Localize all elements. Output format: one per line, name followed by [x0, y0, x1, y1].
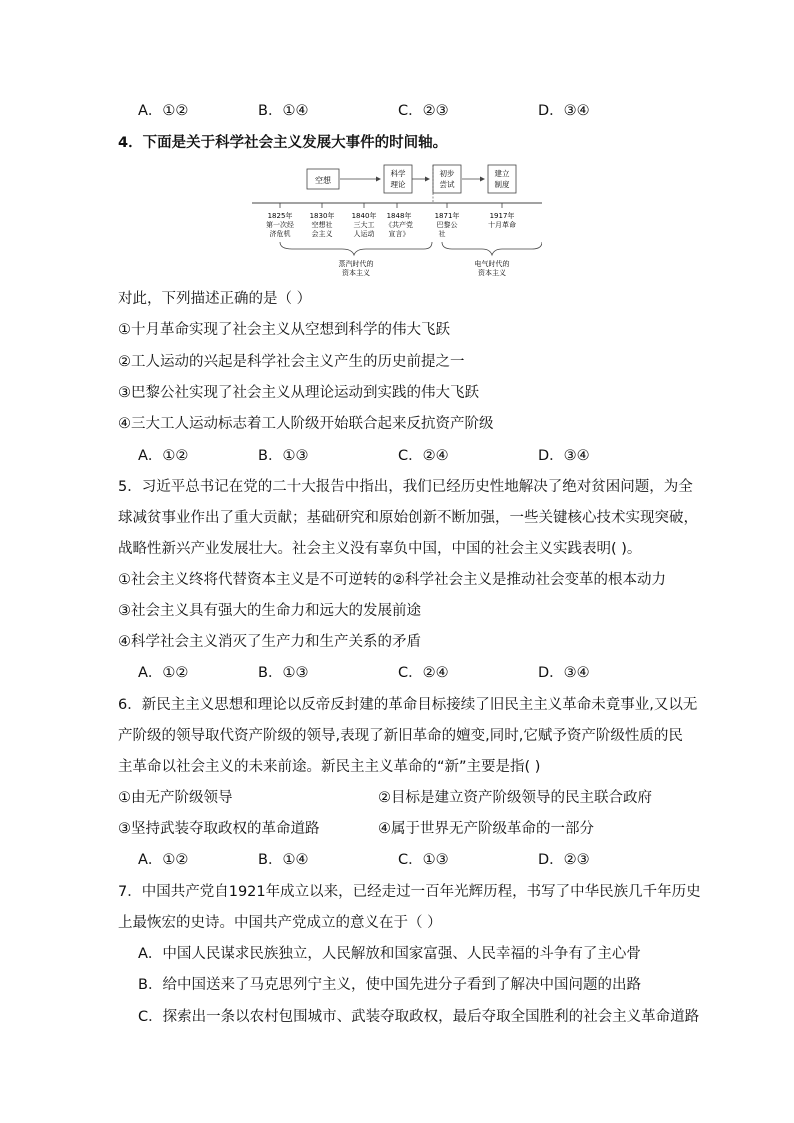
- q3-options: [138, 101, 698, 121]
- q4-option-d[interactable]: D．③④: [538, 448, 590, 464]
- timeline-arrowhead-2: [425, 177, 430, 182]
- q5-stem-line-3: 战略性新兴产业发展壮大。社会主义没有辜负中国，中国的社会主义实践表明( )。: [118, 541, 642, 557]
- timeline-era-2b: 资本主义: [478, 269, 506, 277]
- q7-stem-line-2: 上最恢宏的史诗。中国共产党成立的意义在于（ ）: [118, 915, 442, 931]
- q7-option-c[interactable]: C．探索出一条以农村包围城市、武装夺取政权，最后夺取全国胜利的社会主义革命道路: [138, 1009, 700, 1025]
- q5-option-b[interactable]: B．①③: [258, 665, 309, 681]
- timeline-era-2a: 电气时代的: [474, 260, 510, 268]
- timeline-event-1b: 第一次经: [266, 221, 294, 229]
- q6-option-b[interactable]: B．①④: [258, 852, 309, 868]
- timeline-box-label-2b: 理论: [390, 180, 406, 189]
- q6-statements-row-1: [118, 788, 678, 808]
- q4-statement-2: ②工人运动的兴起是科学社会主义产生的历史前提之一: [118, 354, 465, 370]
- timeline-era-1b: 资本主义: [342, 269, 370, 277]
- timeline-event-6b: 十月革命: [488, 221, 516, 229]
- timeline-event-2b: 空想社: [311, 221, 333, 229]
- timeline-arrowhead-3: [480, 177, 485, 182]
- q5-option-a[interactable]: A．①②: [138, 665, 189, 681]
- q4-option-b[interactable]: B．①③: [258, 448, 309, 464]
- timeline-box-label-4b: 制度: [494, 180, 510, 189]
- q5-statement-3: ④科学社会主义消灭了生产力和生产关系的矛盾: [118, 634, 421, 650]
- timeline-event-3a: 1840年: [351, 212, 377, 220]
- q7-option-b[interactable]: B．给中国送来了马克思列宁主义，使中国先进分子看到了解决中国问题的出路: [138, 977, 641, 993]
- timeline-brace-steam: [280, 242, 432, 255]
- q5-stem-line-1: 5．习近平总书记在党的二十大报告中指出，我们已经历史性地解决了绝对贫困问题，为全: [118, 479, 693, 495]
- q6-statement-2: ②目标是建立资产阶级领导的民主联合政府: [378, 790, 652, 806]
- q6-stem-line-1: 6．新民主主义思想和理论以反帝反封建的革命目标接续了旧民主主义革命未竟事业,又以无: [118, 697, 698, 713]
- timeline-arrowhead-1: [376, 177, 381, 182]
- q4-options: [138, 446, 698, 466]
- timeline-box-label-2a: 科学: [390, 169, 406, 178]
- q3-option-d[interactable]: D．③④: [538, 103, 590, 119]
- q6-statement-3: ③坚持武装夺取政权的革命道路: [118, 821, 320, 837]
- timeline-event-4a: 1848年: [386, 212, 412, 220]
- timeline-event-2c: 会主义: [311, 230, 333, 238]
- q4-statement-4: ④三大工人运动标志着工人阶级开始联合起来反抗资产阶级: [118, 416, 494, 432]
- q5-option-d[interactable]: D．③④: [538, 665, 590, 681]
- q6-option-d[interactable]: D．②③: [538, 852, 590, 868]
- q6-option-a[interactable]: A．①②: [138, 852, 189, 868]
- timeline-event-5a: 1871年: [434, 212, 460, 220]
- timeline-brace-electric: [442, 242, 542, 255]
- timeline-event-1a: 1825年: [267, 212, 293, 220]
- timeline-event-2a: 1830年: [309, 212, 335, 220]
- timeline-box-label-1: 空想: [315, 176, 331, 185]
- q6-options: [138, 850, 698, 870]
- q4-prompt: 对此，下列描述正确的是（ ）: [118, 291, 312, 307]
- q5-statement-2: ③社会主义具有强大的生命力和远大的发展前途: [118, 603, 421, 619]
- q6-statements-row-2: [118, 819, 678, 839]
- q7-option-a[interactable]: A．中国人民谋求民族独立，人民解放和国家富强、人民幸福的斗争有了主心骨: [138, 946, 641, 962]
- q5-options: [138, 663, 698, 683]
- q6-stem-line-2: 产阶级的领导取代资产阶级的领导,表现了新旧革命的嬗变,同时,它赋予资产阶级性质的民: [118, 728, 683, 744]
- q4-statement-1: ①十月革命实现了社会主义从空想到科学的伟大飞跃: [118, 322, 450, 338]
- q7-stem-line-1: 7．中国共产党自1921年成立以来，已经走过一百年光辉历程，书写了中华民族几千年历史: [118, 884, 701, 900]
- q6-stem-line-3: 主革命以社会主义的未来前途。新民主主义革命的“新”主要是指( ): [118, 759, 541, 775]
- timeline-box-label-3b: 尝试: [439, 180, 455, 189]
- timeline-event-6a: 1917年: [489, 212, 515, 220]
- q6-option-c[interactable]: C．①③: [398, 852, 449, 868]
- q5-stem-line-2: 球减贫事业作出了重大贡献；基础研究和原始创新不断加强，一些关键核心技术实现突破，: [118, 510, 698, 526]
- q4-stem: 4．下面是关于科学社会主义发展大事件的时间轴。: [118, 135, 448, 151]
- q4-option-c[interactable]: C．②④: [398, 448, 449, 464]
- timeline-box-label-3a: 初步: [439, 169, 455, 178]
- q6-statement-1: ①由无产阶级领导: [118, 790, 233, 806]
- q5-statement-1: ①社会主义终将代替资本主义是不可逆转的②科学社会主义是推动社会变革的根本动力: [118, 572, 666, 588]
- timeline-event-3c: 人运动: [353, 230, 375, 238]
- timeline-event-3b: 三大工: [353, 221, 375, 229]
- q3-option-a[interactable]: A．①②: [138, 103, 189, 119]
- q4-timeline-diagram: [252, 162, 542, 282]
- q6-statement-4: ④属于世界无产阶级革命的一部分: [378, 821, 594, 837]
- timeline-event-4c: 宣言》: [388, 230, 410, 238]
- q3-option-b[interactable]: B．①④: [258, 103, 309, 119]
- timeline-event-4b: 《共产党: [385, 221, 413, 229]
- timeline-era-1a: 蒸汽时代的: [338, 260, 374, 268]
- q4-statement-3: ③巴黎公社实现了社会主义从理论运动到实践的伟大飞跃: [118, 385, 479, 401]
- timeline-box-label-4a: 建立: [494, 169, 510, 178]
- q3-option-c[interactable]: C．②③: [398, 103, 449, 119]
- q4-option-a[interactable]: A．①②: [138, 448, 189, 464]
- timeline-event-5c: 社: [438, 230, 446, 238]
- timeline-event-5b: 巴黎公: [436, 221, 458, 229]
- q5-option-c[interactable]: C．②④: [398, 665, 449, 681]
- timeline-event-1c: 济危机: [269, 230, 291, 238]
